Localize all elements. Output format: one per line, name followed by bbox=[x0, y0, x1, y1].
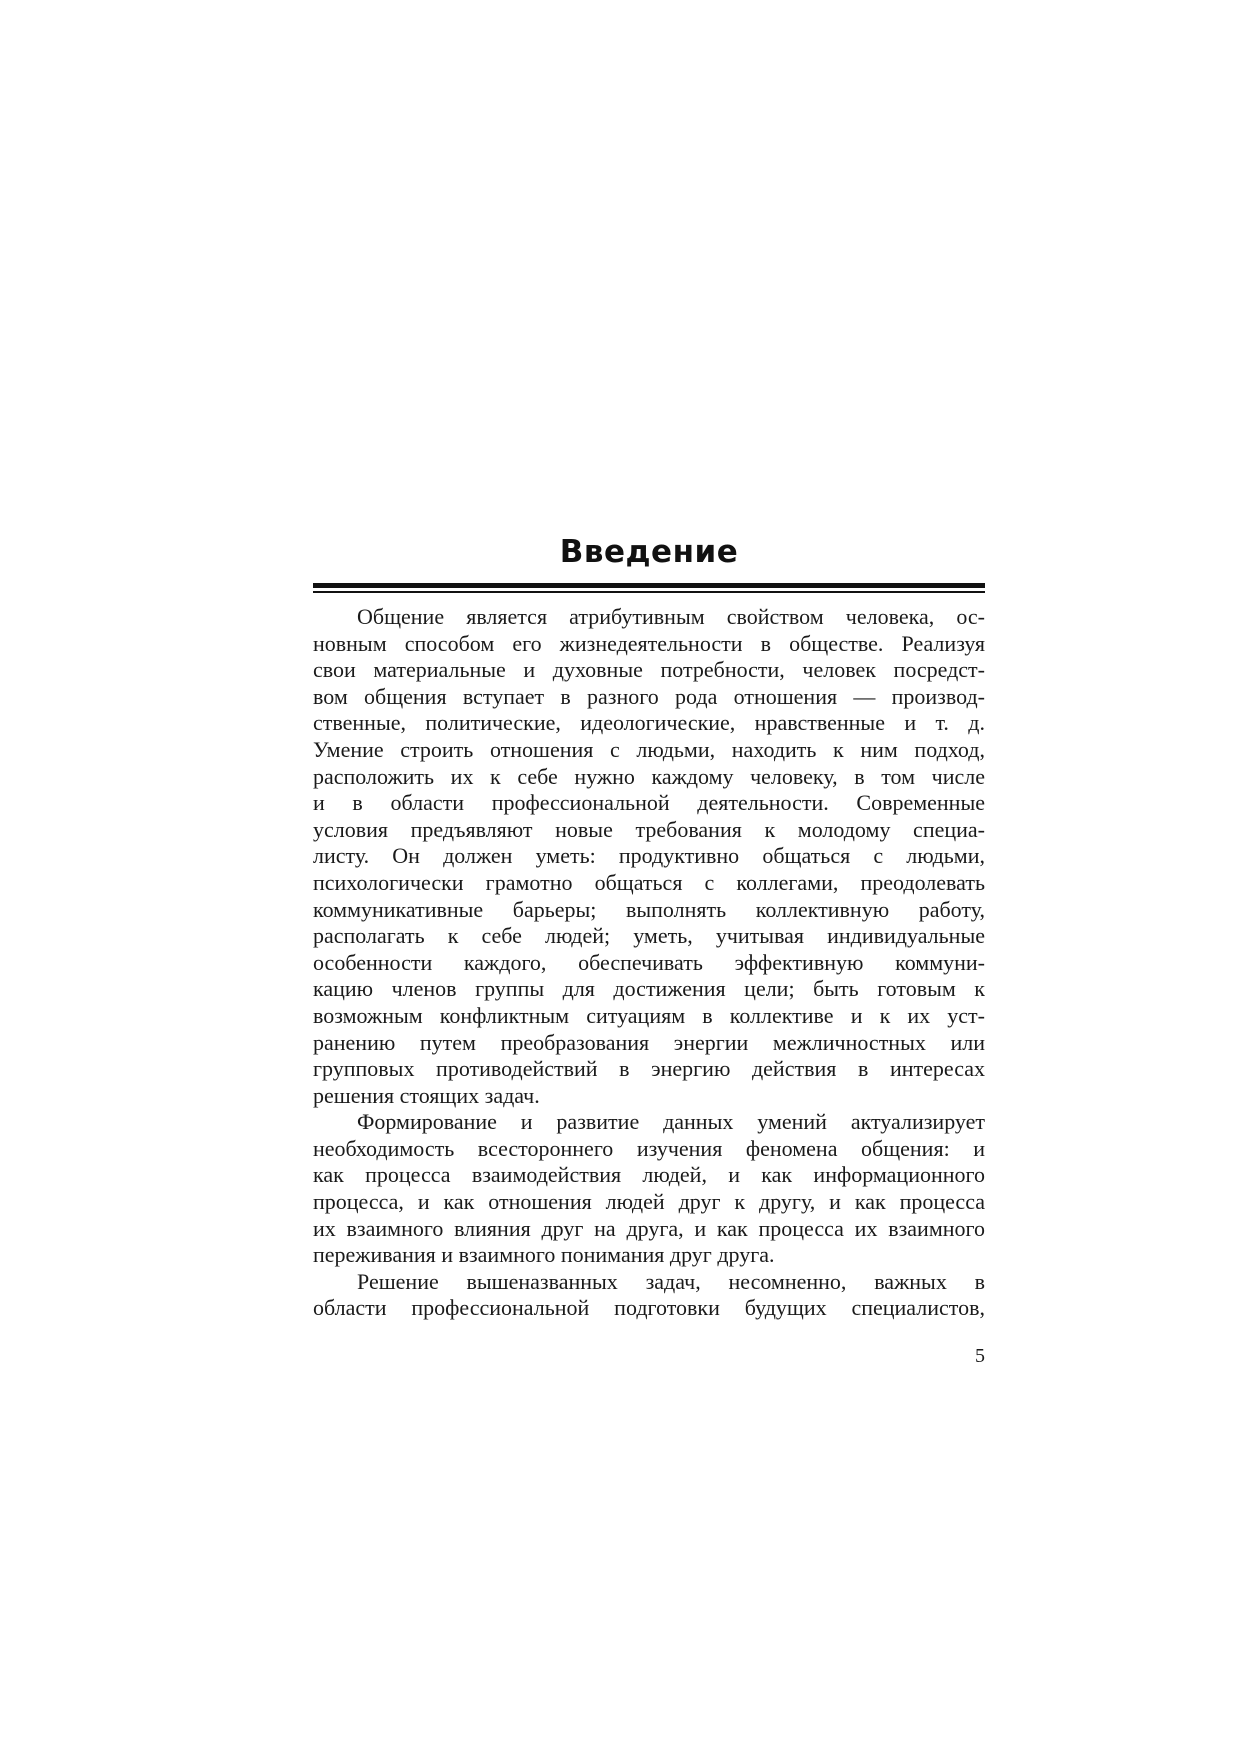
text-line: листу. Он должен уметь: продуктивно общаться с людьми, bbox=[313, 843, 985, 869]
paragraph-1 bbox=[313, 604, 985, 1109]
text-line: ственные, политические, идеологические, нравственные и т. д. bbox=[313, 710, 985, 736]
chapter-heading: Введение bbox=[559, 534, 739, 570]
text-line: условия предъявляют новые требования к молодому специа- bbox=[313, 816, 985, 842]
paragraph-3 bbox=[313, 1269, 985, 1322]
text-line: и в области профессиональной деятельности. Современные bbox=[313, 790, 985, 816]
paragraph-2 bbox=[313, 1109, 985, 1269]
text-line: Общение является атрибутивным свойством человека, ос- bbox=[357, 604, 985, 629]
body-text bbox=[313, 604, 985, 1322]
heading-rule-thin bbox=[313, 591, 985, 593]
text-line: Решение вышеназванных задач, несомненно, важных в bbox=[357, 1268, 985, 1294]
text-line: групповых противодействий в энергию действия в интересах bbox=[313, 1056, 985, 1082]
text-line: расположить их к себе нужно каждому человеку, в том числе bbox=[313, 763, 985, 789]
text-line: процесса, и как отношения людей друг к другу, и как процесса bbox=[313, 1189, 985, 1215]
text-line: их взаимного влияния друг на друга, и как процесса их взаимного bbox=[313, 1215, 985, 1241]
text-line: особенности каждого, обеспечивать эффективную коммуни- bbox=[313, 949, 985, 975]
text-line: возможным конфликтным ситуациям в коллективе и к их уст- bbox=[313, 1002, 985, 1028]
text-line: новным способом его жизнедеятельности в обществе. Реализуя bbox=[313, 630, 985, 656]
text-line: Формирование и развитие данных умений актуализирует bbox=[357, 1109, 985, 1135]
text-line: вом общения вступает в разного рода отношения — производ- bbox=[313, 683, 985, 709]
text-line: переживания и взаимного понимания друг друга. bbox=[313, 1242, 775, 1268]
text-line: области профессиональной подготовки будущих специалистов, bbox=[313, 1295, 985, 1321]
heading-rule-thick bbox=[313, 583, 985, 588]
text-line: решения стоящих задач. bbox=[313, 1082, 540, 1108]
text-line: кацию членов группы для достижения цели; быть готовым к bbox=[313, 976, 985, 1002]
text-line: ранению путем преобразования энергии межличностных или bbox=[313, 1029, 985, 1055]
text-line: Умение строить отношения с людьми, находить к ним подход, bbox=[313, 736, 985, 762]
text-line: располагать к себе людей; уметь, учитывая индивидуальные bbox=[313, 923, 985, 949]
text-line: как процесса взаимодействия людей, и как информационного bbox=[313, 1162, 985, 1188]
text-line: коммуникативные барьеры; выполнять коллективную работу, bbox=[313, 896, 985, 922]
page-number: 5 bbox=[975, 1345, 985, 1367]
text-line: свои материальные и духовные потребности, человек посредст- bbox=[313, 657, 985, 683]
text-line: психологически грамотно общаться с коллегами, преодолевать bbox=[313, 869, 985, 895]
text-line: необходимость всестороннего изучения феномена общения: и bbox=[313, 1135, 985, 1161]
